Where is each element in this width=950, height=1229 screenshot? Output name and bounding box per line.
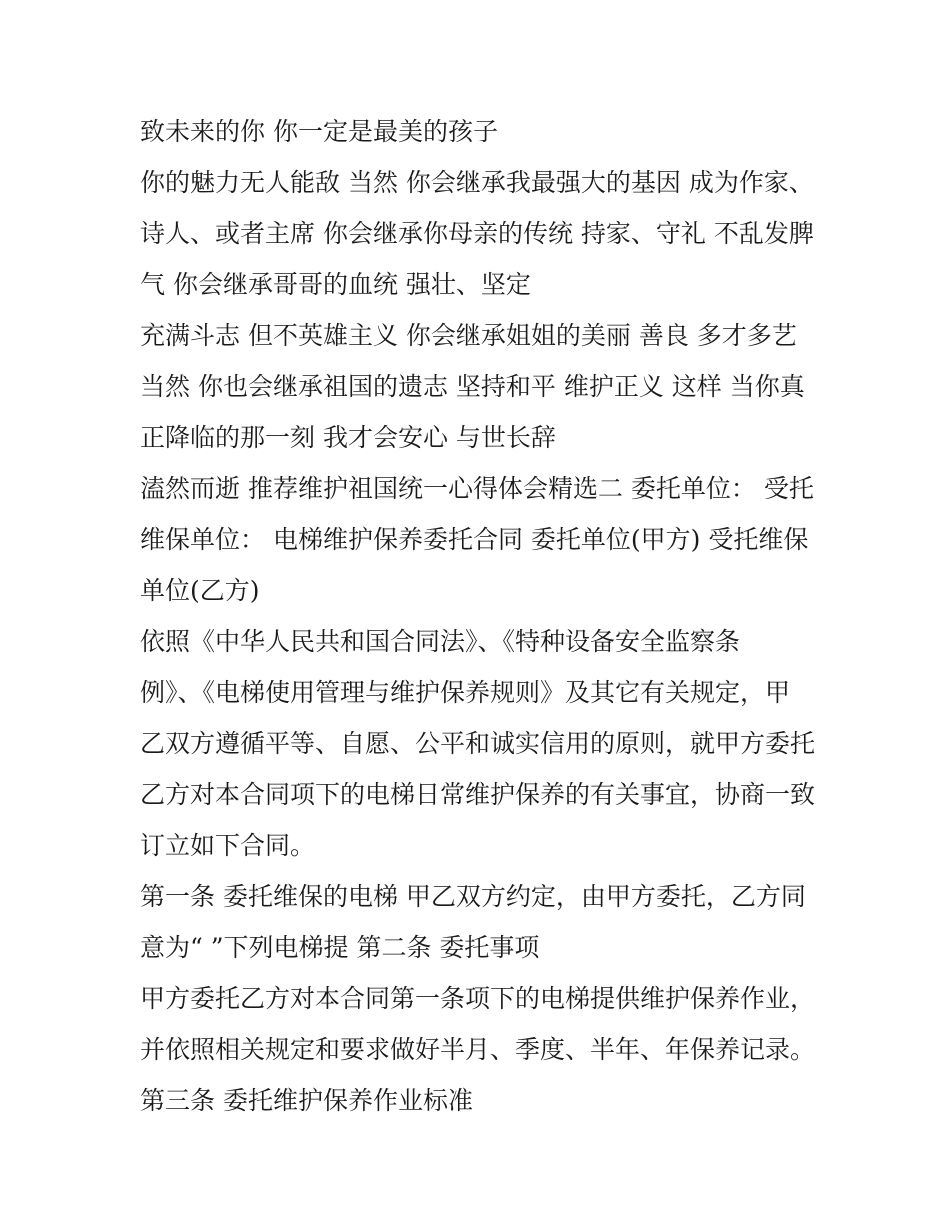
text-line: 意为“ ”下列电梯提 第二条 委托事项 <box>140 933 540 962</box>
text-line: 溘然而逝 推荐维护祖国统一心得体会精选二 委托单位： 受托 <box>140 474 814 503</box>
text-line: 致未来的你 你一定是最美的孩子 <box>140 117 498 146</box>
text-line: 诗人、或者主席 你会继承你母亲的传统 持家、守礼 不乱发脾 <box>140 219 814 248</box>
text-line: 例》、《电梯使用管理与维护保养规则》及其它有关规定，甲 <box>140 678 791 707</box>
text-line: 依照《中华人民共和国合同法》、《特种设备安全监察条 <box>140 627 741 656</box>
text-line: 并依照相关规定和要求做好半月、季度、半年、年保养记录。 <box>140 1035 816 1064</box>
text-line: 气 你会继承哥哥的血统 强壮、坚定 <box>140 270 531 299</box>
text-line: 单位(乙方) <box>140 576 260 605</box>
text-line: 第三条 委托维护保养作业标准 <box>140 1086 473 1115</box>
text-line: 第一条 委托维保的电梯 甲乙双方约定，由甲方委托，乙方同 <box>140 882 806 911</box>
text-line: 正降临的那一刻 我才会安心 与世长辞 <box>140 423 556 452</box>
text-line: 乙方对本合同项下的电梯日常维护保养的有关事宜，协商一致 <box>140 780 816 809</box>
text-line: 你的魅力无人能敌 当然 你会继承我最强大的基因 成为作家、 <box>140 168 814 197</box>
text-line: 当然 你也会继承祖国的遗志 坚持和平 维护正义 这样 当你真 <box>140 372 805 401</box>
text-line: 乙双方遵循平等、自愿、公平和诚实信用的原则，就甲方委托 <box>140 729 816 758</box>
text-line: 维保单位： 电梯维护保养委托合同 委托单位(甲方) 受托维保 <box>140 525 809 554</box>
document-body <box>140 106 820 1126</box>
text-line: 订立如下合同。 <box>140 831 316 860</box>
text-line: 甲方委托乙方对本合同第一条项下的电梯提供维护保养作业， <box>140 984 816 1013</box>
text-line: 充满斗志 但不英雄主义 你会继承姐姐的美丽 善良 多才多艺 <box>140 321 797 350</box>
